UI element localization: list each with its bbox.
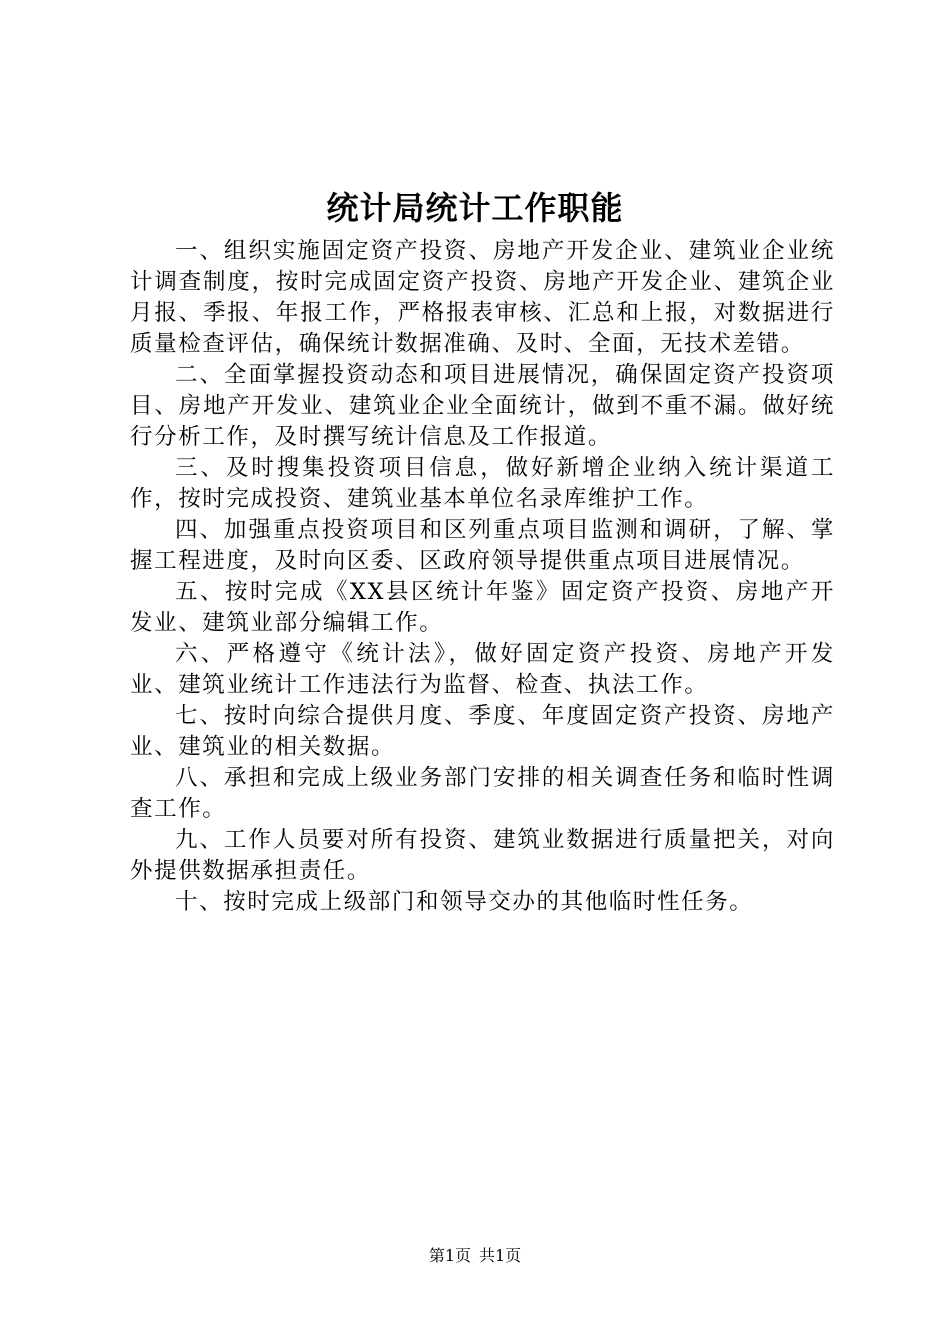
paragraph-8: 八、承担和完成上级业务部门安排的相关调查任务和临时性调查工作。 (130, 765, 835, 822)
page-total: 共1页 (479, 1246, 522, 1265)
paragraph-9: 九、工作人员要对所有投资、建筑业数据进行质量把关，对向外提供数据承担责任。 (130, 827, 835, 884)
paragraph-7: 七、按时向综合提供月度、季度、年度固定资产投资、房地产业、建筑业的相关数据。 (130, 703, 835, 760)
paragraph-10: 十、按时完成上级部门和领导交办的其他临时性任务。 (175, 889, 754, 915)
paragraph-4: 四、加强重点投资项目和区列重点项目监测和调研，了解、掌握工程进度，及时向区委、区政府领导提供重点项目进展情况。 (130, 517, 835, 574)
document-title: 统计局统计工作职能 (326, 189, 624, 227)
paragraph-5: 五、按时完成《XX县区统计年鉴》固定资产投资、房地产开发业、建筑业部分编辑工作。 (130, 579, 835, 636)
paragraph-1: 一、组织实施固定资产投资、房地产开发企业、建筑业企业统计调查制度，按时完成固定资产投资、房地产开发企业、建筑企业月报、季报、年报工作，严格报表审核、汇总和上报，对数据进行质量检查评估，确保统计数据准确、及时、全面，无技术差错。 (130, 238, 835, 357)
document-body (130, 236, 835, 918)
paragraph-2: 二、全面掌握投资动态和项目进展情况，确保固定资产投资项目、房地产开发业、建筑业企业全面统计，做到不重不漏。做好统行分析工作，及时撰写统计信息及工作报道。 (130, 362, 835, 450)
paragraph-3: 三、及时搜集投资项目信息，做好新增企业纳入统计渠道工作，按时完成投资、建筑业基本单位名录库维护工作。 (130, 455, 835, 512)
page-number: 第1页 (428, 1246, 471, 1265)
paragraph-6: 六、严格遵守《统计法》，做好固定资产投资、房地产开发业、建筑业统计工作违法行为监督、检查、执法工作。 (130, 641, 835, 698)
page-footer (0, 1245, 950, 1267)
